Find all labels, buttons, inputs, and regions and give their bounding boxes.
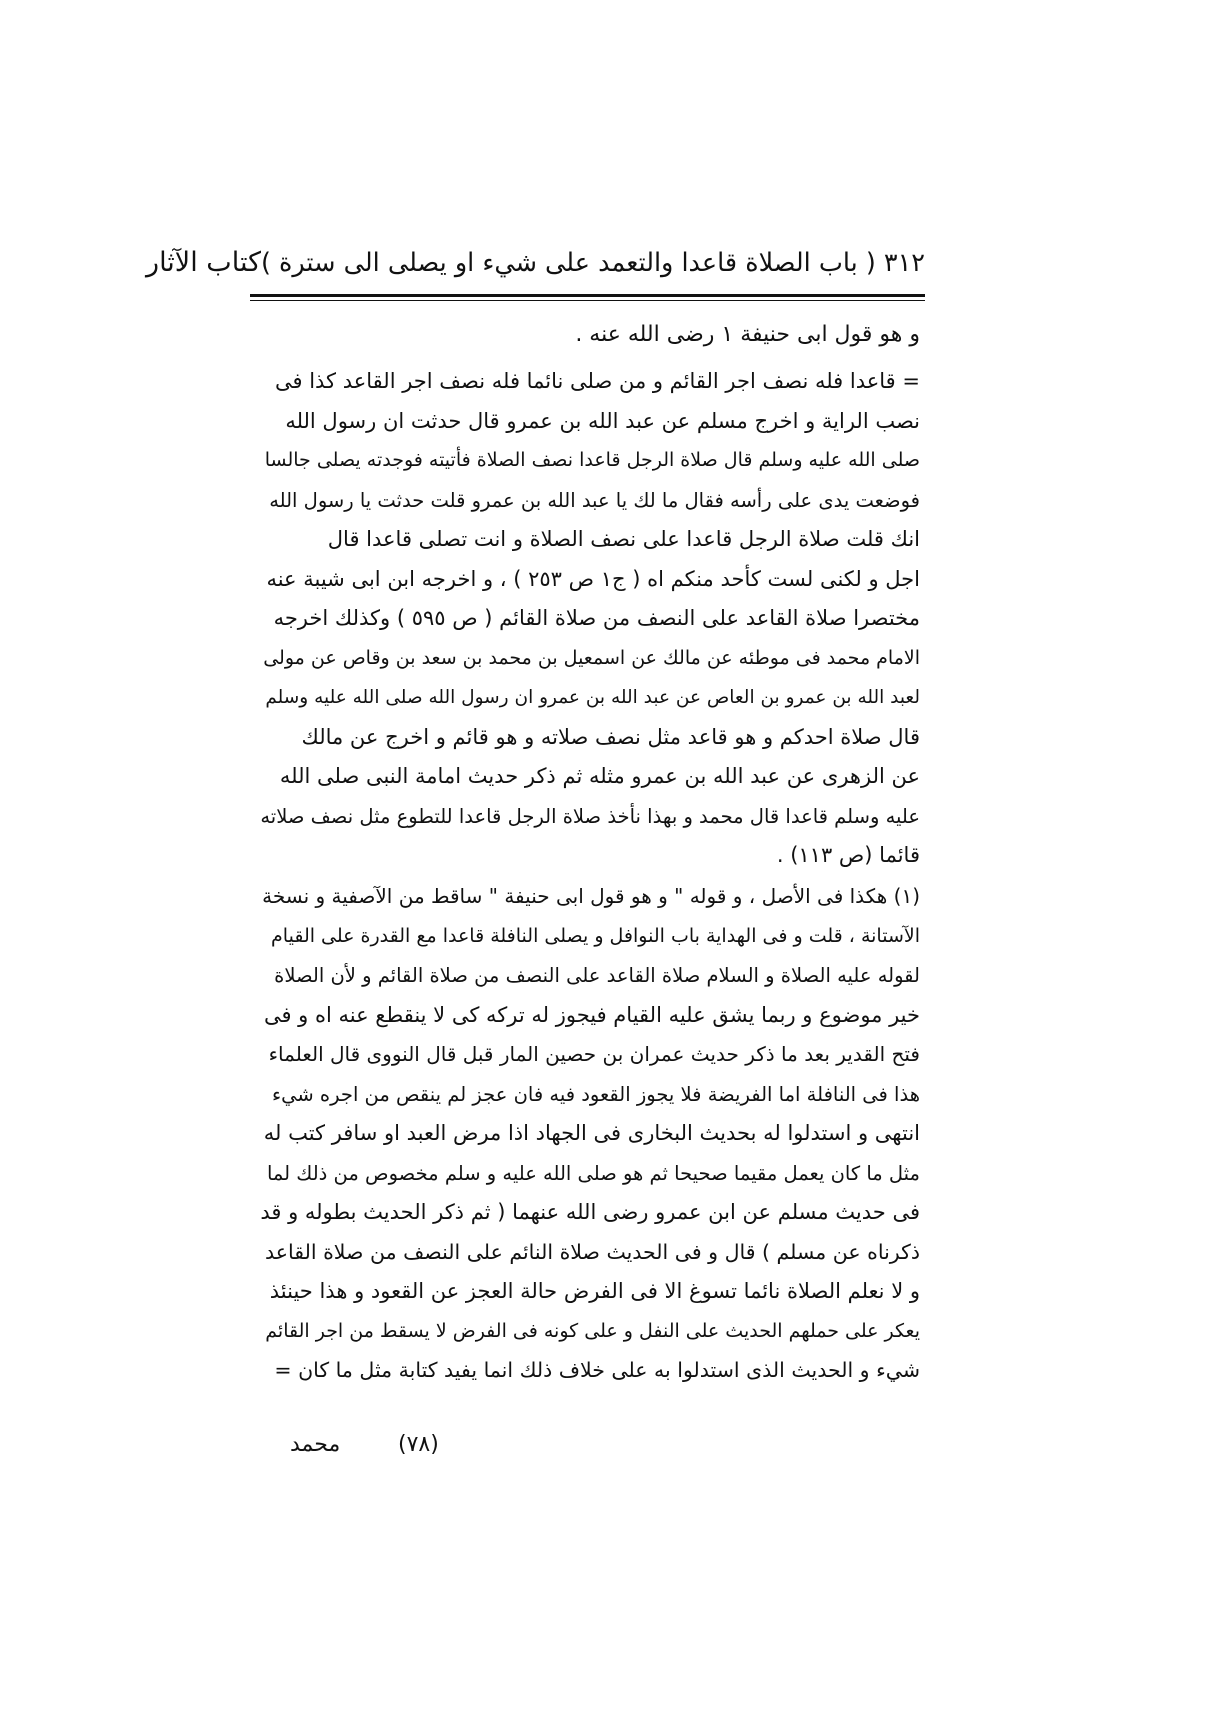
footnote-line: فى حديث مسلم عن ابن عمرو رضى الله عنهما ( ثم ذكر الحديث بطوله و قد xyxy=(260,1200,920,1224)
commentary-line: اجل و لكنى لست كأحد منكم اه ( ج١ ص ٢٥٣ ) ، و اخرجه ابن ابى شيبة عنه xyxy=(266,566,920,591)
footnote-line: شيء و الحديث الذى استدلوا به على خلاف ذلك انما يفيد كتابة مثل ما كان = xyxy=(274,1358,920,1382)
header-rule-thin xyxy=(250,300,925,301)
commentary-line: صلى الله عليه وسلم قال صلاة الرجل قاعدا نصف الصلاة فأتيته فوجدته يصلى جالسا xyxy=(264,449,920,471)
commentary-line: قائما (ص ١١٣) . xyxy=(776,843,920,867)
footnote-line: انتهى و استدلوا له بحديث البخارى فى الجهاد اذا مرض العبد او سافر كتب له xyxy=(263,1121,920,1145)
footnote-line: خير موضوع و ربما يشق عليه القيام فيجوز له تركه كى لا ينقطع عنه اه و فى xyxy=(263,1002,920,1027)
commentary-line: عن الزهرى عن عبد الله بن عمرو مثله ثم ذكر حديث امامة النبى صلى الله xyxy=(279,764,920,788)
commentary-line: = قاعدا فله نصف اجر القائم و من صلى نائما فله نصف اجر القاعد كذا فى xyxy=(274,369,920,393)
running-header xyxy=(146,243,925,283)
footnote-line: (١) هكذا فى الأصل ، و قوله " و هو قول ابى حنيفة " ساقط من الآصفية و نسخة xyxy=(262,884,920,908)
footnote-block xyxy=(260,877,920,1391)
footnote-line: مثل ما كان يعمل مقيما صحيحا ثم هو صلى الله عليه و سلم مخصوص من ذلك لما xyxy=(266,1161,920,1185)
footnote-line: الآستانة ، قلت و فى الهداية باب النوافل و يصلى النافلة قاعدا مع القدرة على القيام xyxy=(271,924,920,947)
footnote-line: و لا نعلم الصلاة نائما تسوغ الا فى الفرض حالة العجز عن القعود و هذا حينئذ xyxy=(269,1279,920,1303)
commentary-line: نصب الراية و اخرج مسلم عن عبد الله بن عمرو قال حدثت ان رسول الله xyxy=(285,408,920,433)
footnote-line: هذا فى النافلة اما الفريضة فلا يجوز القعود فيه فان عجز لم ينقص من اجره شيء xyxy=(271,1082,920,1106)
footnote-line: ذكرناه عن مسلم ) قال و فى الحديث صلاة النائم على النصف من صلاة القاعد xyxy=(265,1239,920,1264)
commentary-block xyxy=(260,362,920,876)
opening-line: و هو قول ابى حنيفة ١ رضى الله عنه . xyxy=(575,322,920,347)
footnote-line: فتح القدير بعد ما ذكر حديث عمران بن حصين المار قبل قال النووى قال العلماء xyxy=(268,1042,920,1066)
header-book-title: كتاب الآثار xyxy=(146,247,261,278)
footnote-line: يعكر على حملهم الحديث على النفل و على كونه فى الفرض لا يسقط من اجر القائم xyxy=(265,1319,920,1342)
commentary-line: لعبد الله بن عمرو بن العاص عن عبد الله بن عمرو ان رسول الله صلى الله عليه وسلم xyxy=(265,687,920,708)
commentary-line: الامام محمد فى موطئه عن مالك عن اسمعيل بن محمد بن سعد بن وقاص عن مولى xyxy=(263,646,920,669)
footnote-line: لقوله عليه الصلاة و السلام صلاة القاعد على النصف من صلاة القائم و لأن الصلاة xyxy=(274,964,920,987)
header-chapter-title: ٣١٢ ( باب الصلاة قاعدا والتعمد على شيء او يصلى الى سترة ) xyxy=(260,248,925,278)
header-rule-thick xyxy=(250,294,925,297)
commentary-line: فوضعت يدى على رأسه فقال ما لك يا عبد الله بن عمرو قلت حدثت يا رسول الله xyxy=(269,488,920,512)
commentary-line: مختصرا صلاة القاعد على النصف من صلاة القائم ( ص ٥٩٥ ) وكذلك اخرجه xyxy=(273,606,920,630)
signature-mark: (٧٨) xyxy=(398,1432,439,1457)
commentary-line: عليه وسلم قاعدا قال محمد و بهذا نأخذ صلاة الرجل قاعدا للتطوع مثل نصف صلاته xyxy=(260,804,920,828)
catchword: محمد xyxy=(290,1432,341,1457)
commentary-line: انك قلت صلاة الرجل قاعدا على نصف الصلاة و انت تصلى قاعدا قال xyxy=(327,527,920,551)
commentary-line: قال صلاة احدكم و هو قاعد مثل نصف صلاته و هو قائم و اخرج عن مالك xyxy=(301,724,920,749)
